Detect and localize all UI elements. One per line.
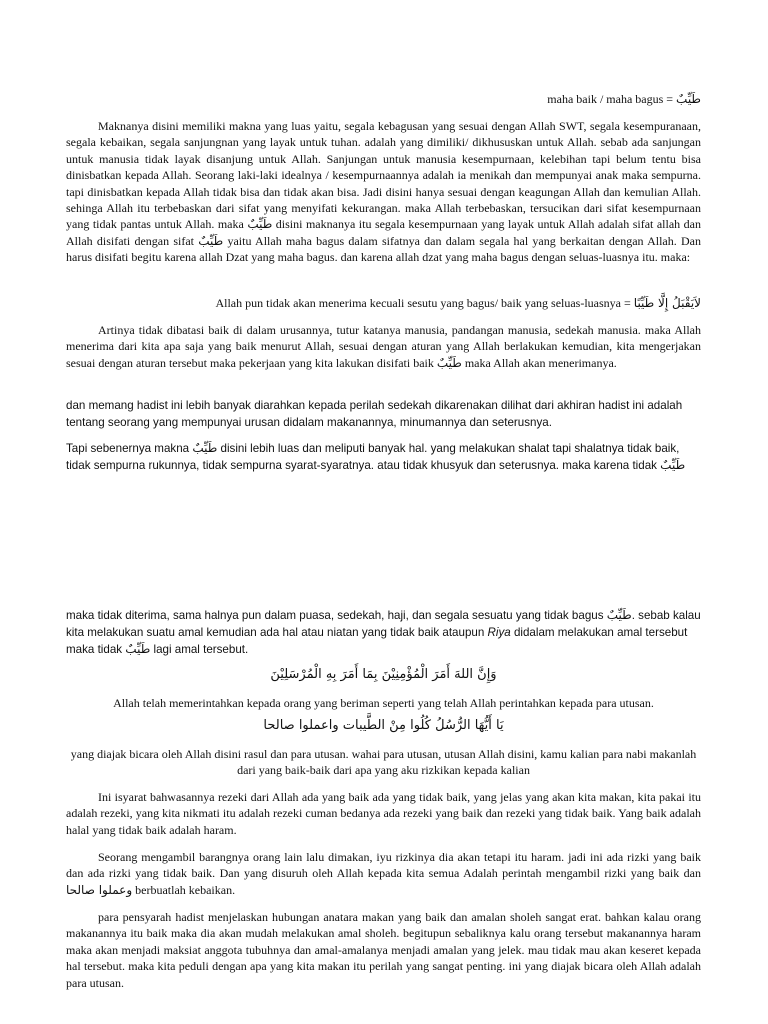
translation-1: Allah telah memerintahkan kepada orang yang beriman seperti yang telah Allah perintahkan kepada para utusan. xyxy=(113,696,654,710)
p4-text-2: disini lebih luas dan meliputi banyak hal. yang melakukan shalat tapi shalatnya tidak baik, tidak sempurna rukunnya, tidak sempurna syarat-syaratnya. atau tidak khusyuk dan seterusnya. maka karena tidak xyxy=(66,442,680,473)
arabic-verse-1: وَإِنَّ اللهَ أَمَرَ الْمُؤْمِنِيْنَ بِمَا أَمَرَ بِهِ الْمُرْسَلِيْنَ xyxy=(270,667,497,682)
p4-arabic-2: طَيِّبٌ xyxy=(660,458,686,473)
p1-arabic-1: طَيِّبٌ xyxy=(247,217,273,232)
p2-text-2: maka Allah akan menerimanya. xyxy=(461,355,617,370)
translation-2: yang diajak bicara oleh Allah disini rasul dan para utusan. wahai para utusan, utusan Allah disini, kamu kalian para nabi makanlah dari yang baik-baik dari apa yang aku rizkikan kepada kalian xyxy=(70,747,697,778)
p1-text-3: yaitu Allah maha bagus dalam sifatnya dan dalam segala hal yang berkaitan dengan Allah. Dan harus disifati begitu karena allah Dzat yang maha bagus. dan karena allah dzat yang maha bagus dengan seluas-luasnya itu. maka: xyxy=(66,233,701,265)
paragraph-6: Ini isyarat bahwasannya rezeki dari Allah ada yang baik ada yang tidak baik, yang jelas yang akan kita makan, kita pakai itu adalah rezeki, yang kita nikmati itu adalah rezeki cuman bedanya ada rezeki yang baik dan rezeki yang tidak baik. Yang baik adalah halal yang tidak baik adalah haram. xyxy=(66,790,701,837)
paragraph-4 xyxy=(66,440,701,474)
p4-text-1: Tapi sebenernya makna xyxy=(66,442,193,455)
heading-line xyxy=(66,91,701,107)
p2-text-1: Artinya tidak dibatasi baik di dalam urusannya, tutur katanya manusia, pandangan manusia, sedekah manusia. maka Allah menerima dari kita apa saja yang baik menurut Allah, sesuai dengan aturan yang Allah berlakukan kemudian, kita mengerjakan sesuai dengan aturan tersebut maka pekerjaan yang kita lakukan disifati baik xyxy=(66,323,701,370)
p2-arabic-1: طَيِّبٌ xyxy=(436,355,462,370)
heading-text: maha baik / maha bagus = xyxy=(547,92,677,106)
paragraph-5 xyxy=(66,607,701,659)
paragraph-8: para pensyarah hadist menjelaskan hubungan anatara makan yang baik dan amalan sholeh sangat erat. bahkan kalau orang makanannya itu baik maka dia akan mudah melakukan amal sholeh. begitupun sebaliknya kalu orang tersebut makanannya haram maka akan menjadi maksiat anggota tubuhnya dan amal-amalanya menjadi amalan yang jelek. mau tidak mau akan keseret kepada hal tersebut. maka kita peduli dengan apa yang kita makan itu perilah yang sangat penting. ini yang diajak bicara oleh Allah adalah para utusan. xyxy=(66,910,701,990)
p1-arabic-2: طَيِّبٌ xyxy=(198,233,224,248)
quote-line xyxy=(66,295,701,311)
p5-arabic-1: طَيِّبٌ xyxy=(606,608,632,622)
p5-arabic-2: طَيِّبٌ xyxy=(125,642,151,657)
p5-italic-riya: Riya xyxy=(487,626,511,640)
arabic-verse-2: يَا أَيُّهَا الرُّسُلُ كُلُوا مِنْ الطَّيبات واعملوا صالحا xyxy=(263,718,504,733)
p5-text-2: . sebab kalau kita melakukan suatu amal kemudian ada hal atau niatan yang tidak baik ataupun xyxy=(66,609,701,640)
p4-arabic-1: طَيِّبٌ xyxy=(192,441,218,455)
p7-arabic-1: وعملوا صالحا xyxy=(66,882,133,897)
paragraph-3: dan memang hadist ini lebih banyak diarahkan kepada perilah sedekah dikarenakan dilihat dari akhiran hadist ini adalah tentang seorang yang mempunyai urusan didalam makanannya, minumannya dan seterusnya. xyxy=(66,399,683,430)
p1-text-2: disini maknanya itu segala kesempurnaan yang layak untuk Allah adalah sifat allah dan Allah disifati dengan sifat xyxy=(66,217,702,248)
quote-arabic: لاَيَقْبَلُ إِلَّا طَيِّبًا xyxy=(633,296,701,310)
p1-text-1: Maknanya disini memiliki makna yang luas yaitu, segala kebagusan yang sesuai dengan Allah SWT, segala kesempuranaan, segala kebaikan, segala sanjungnan yang layak untuk tuhan. adalah yang dimiliki/ dikhususkan untuk Allah. sebab ada sanjungan untuk manusia tidak layak disanjung untuk Allah. Sanjungan untuk manusia kesempurnaan, kelebihan tapi belum tentu bisa dinisbatkan kepada Allah. Seorang laki-laki idealnya / kesempurnaannya adalah ia menikah dan mempunyai anak maka sempurna. tapi dinisbatkan kepada Allah tidak bisa dan tidak akan bisa. Jadi disini hanya sesuai dengan keagungan Allah dan kemulian Allah. sehinga Allah itu terbebaskan dari sifat yang menyifati kekurangan. maka Allah terbebaskan, tersucikan dari sifat kesempurnaan yang tidak pantas untuk Allah. maka xyxy=(66,119,701,232)
paragraph-1 xyxy=(66,118,701,266)
paragraph-2 xyxy=(66,322,701,371)
paragraph-7 xyxy=(66,849,701,898)
p5-text-3: didalam melakukan amal tersebut maka tidak xyxy=(66,626,688,657)
p7-text-2: berbuatlah kebaikan. xyxy=(132,882,236,897)
quote-text: Allah pun tidak akan menerima kecuali sesutu yang bagus/ baik yang seluas-luasnya = xyxy=(215,296,634,310)
p5-text-4: lagi amal tersebut. xyxy=(150,643,249,657)
p5-text-1: maka tidak diterima, sama halnya pun dalam puasa, sedekah, haji, dan segala sesuatu yang tidak bagus xyxy=(66,609,607,622)
p7-text-1: Seorang mengambil barangnya orang lain lalu dimakan, iyu rizkinya dia akan tetapi itu haram. jadi ini ada rizki yang baik dan ada rizki yang tidak baik. Dan yang disuruh oleh Allah kepada kita semua Adalah perintah mengambil rizki yang baik dan xyxy=(66,850,701,881)
heading-arabic: طَيِّبٌ xyxy=(676,92,701,106)
